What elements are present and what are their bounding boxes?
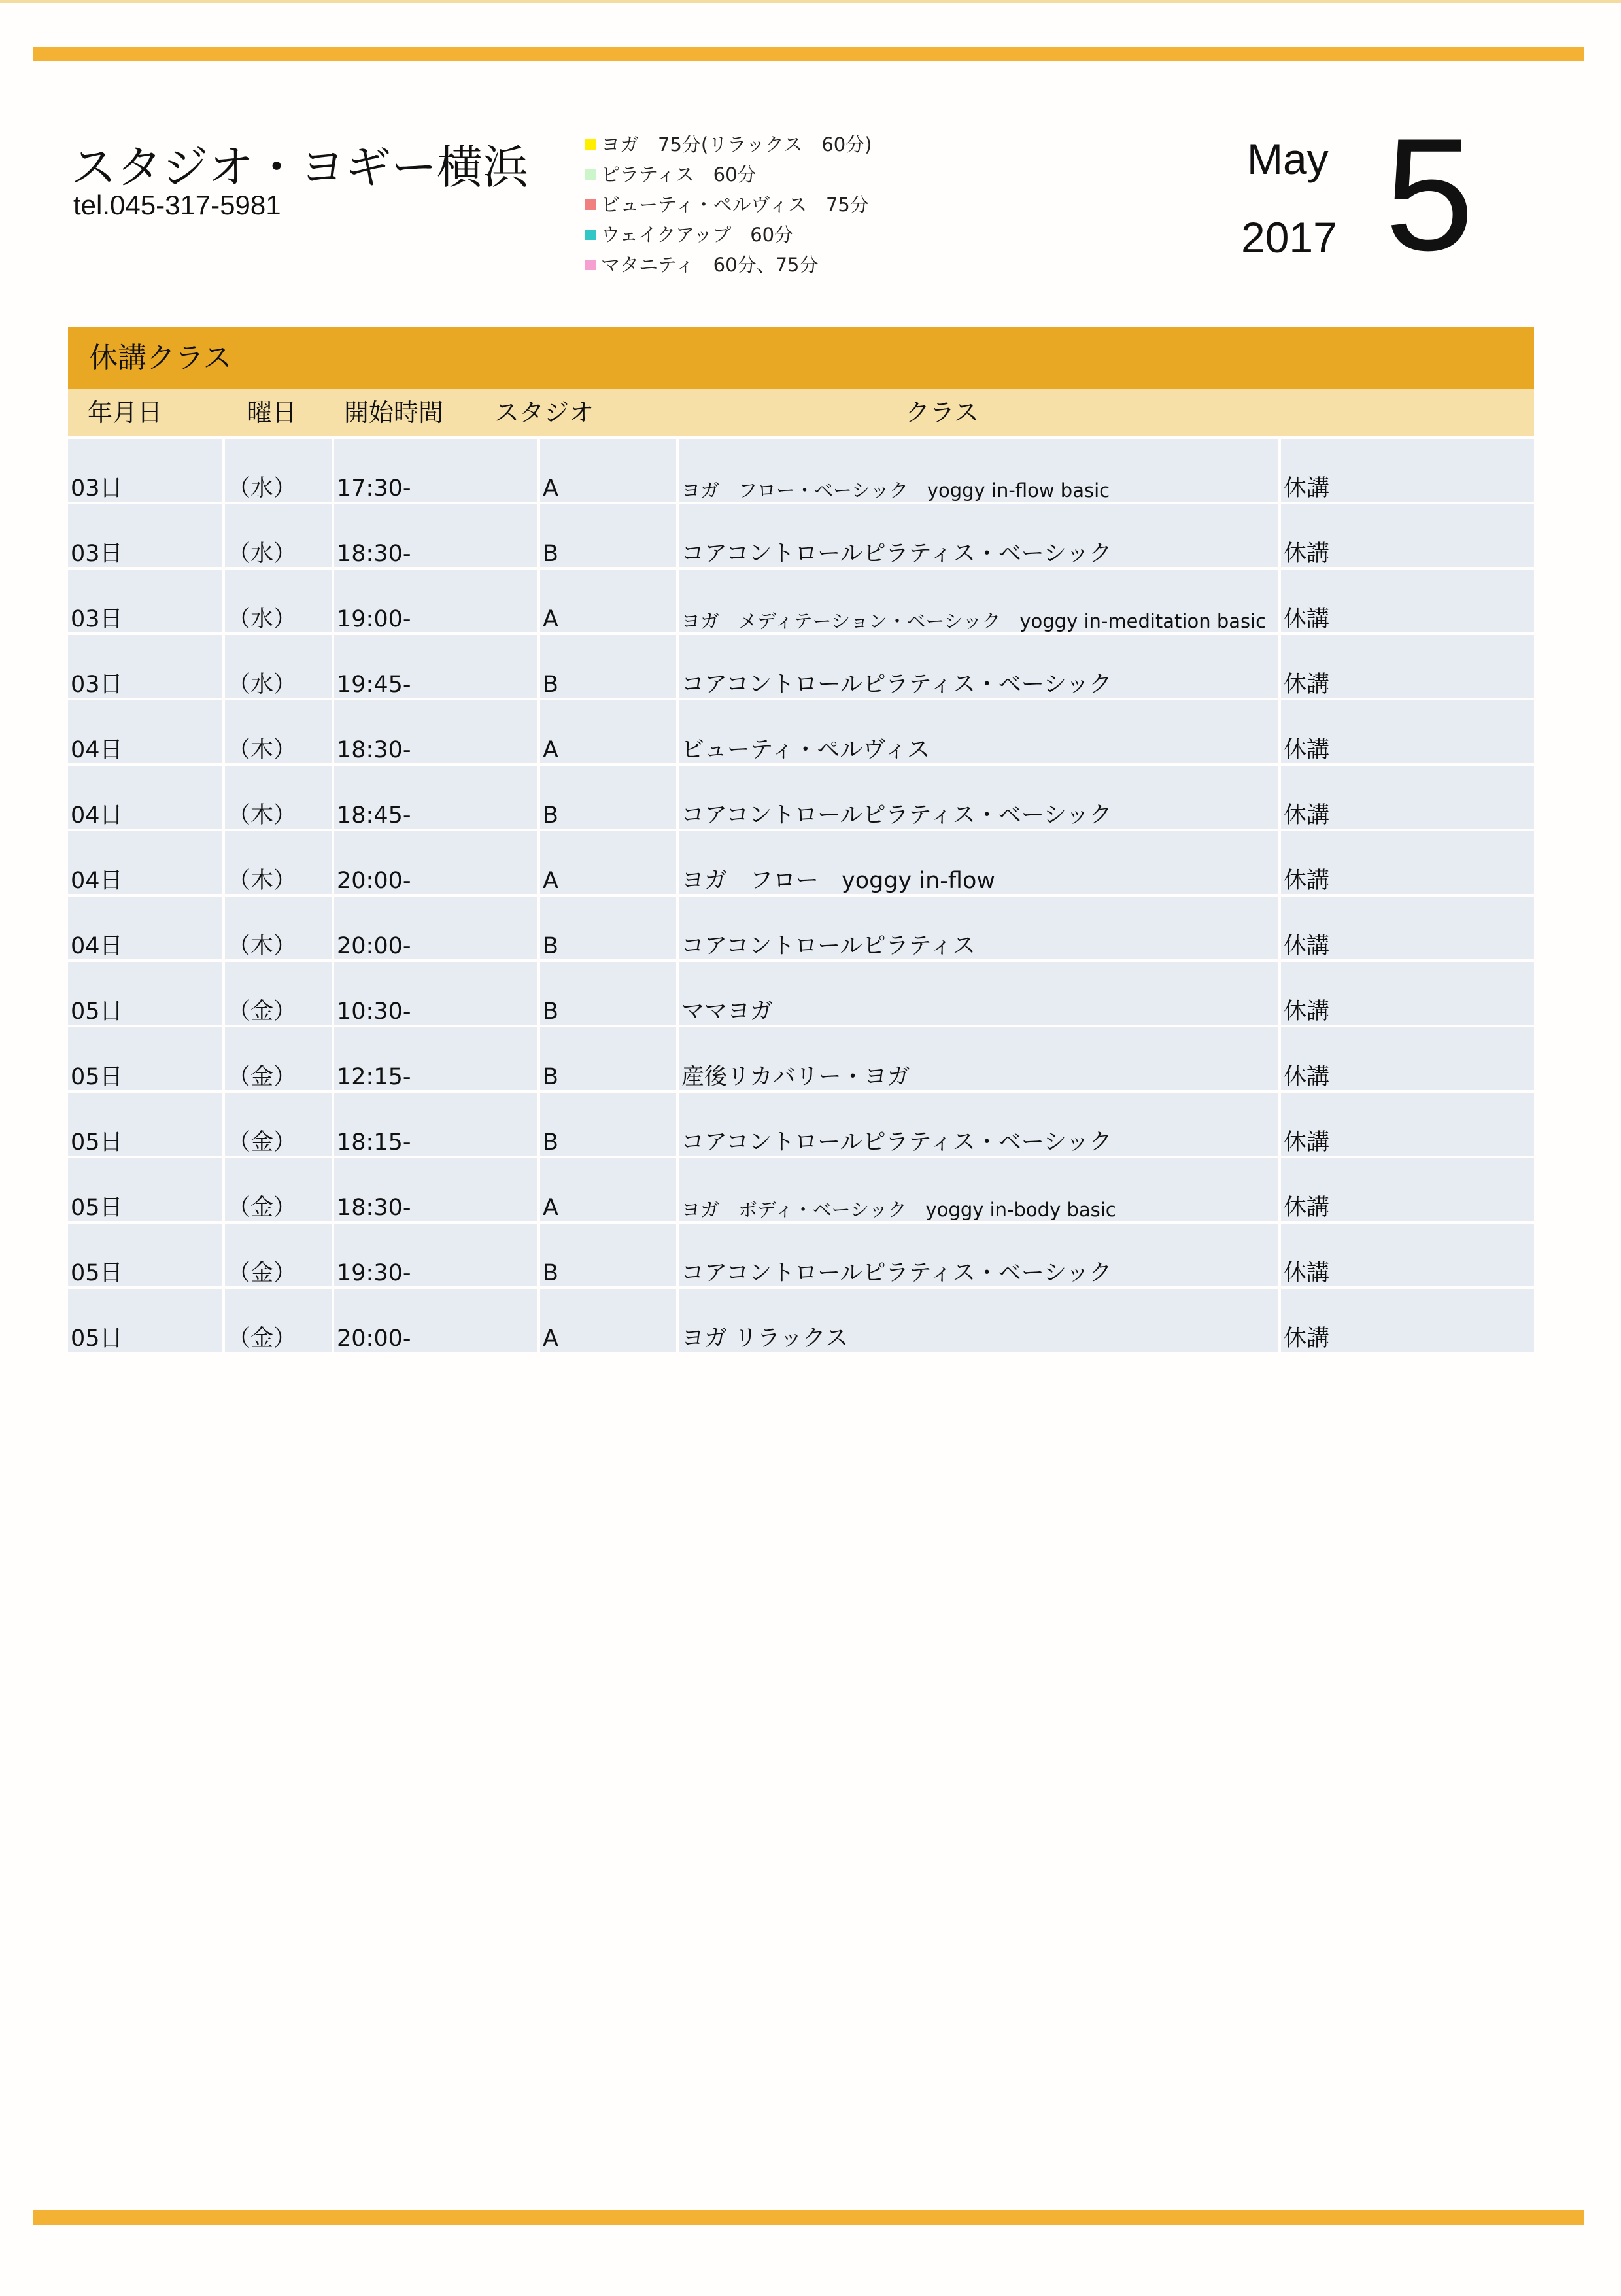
- top-edge-line: [0, 0, 1621, 3]
- cell-day: [225, 570, 332, 632]
- legend-swatch: [585, 139, 596, 150]
- cell-time: [334, 831, 537, 894]
- table-row: [68, 567, 1534, 632]
- cell-studio: [540, 570, 676, 632]
- cell-studio: [540, 897, 676, 959]
- month-name: May: [1247, 135, 1329, 183]
- cell-class: [679, 1027, 1278, 1090]
- cell-day: [225, 635, 332, 698]
- table-row: [68, 1025, 1534, 1090]
- cell-time-text: 20:00-: [337, 868, 411, 894]
- cell-day: [225, 831, 332, 894]
- cell-class-text: ヨガ リラックス: [681, 1326, 849, 1352]
- table-row: [68, 763, 1534, 829]
- cell-studio-text: B: [543, 999, 559, 1025]
- table-column-header: [68, 389, 1534, 436]
- cell-time: [334, 1093, 537, 1156]
- cell-time-text: 10:30-: [337, 999, 411, 1025]
- cell-class: [679, 897, 1278, 959]
- cell-date-text: 04日: [71, 933, 123, 959]
- cell-studio-text: A: [543, 737, 558, 763]
- cell-studio-text: A: [543, 606, 558, 632]
- studio-tel: tel.045-317-5981: [73, 190, 281, 220]
- legend-label: ピラティス 60分: [601, 163, 757, 186]
- cell-class-text: ヨガ メディテーション・ベーシック yoggy in-meditation basic: [681, 610, 1267, 632]
- cell-day-text: （金）: [228, 1195, 297, 1221]
- cell-time: [334, 1158, 537, 1221]
- legend-swatch: [585, 199, 596, 210]
- year: 2017: [1241, 213, 1337, 262]
- cell-day-text: （金）: [228, 1064, 297, 1090]
- cell-class: [679, 1158, 1278, 1221]
- cell-time-text: 12:15-: [337, 1064, 411, 1090]
- cell-class-text: ヨガ ボディ・ベーシック yoggy in-body basic: [681, 1199, 1116, 1221]
- cell-time: [334, 1027, 537, 1090]
- cell-studio: [540, 962, 676, 1025]
- cell-status: [1281, 439, 1534, 502]
- cell-status: [1281, 635, 1534, 698]
- cell-time-text: 19:30-: [337, 1260, 411, 1286]
- cell-date: [68, 1224, 222, 1286]
- cell-status-text: 休講: [1284, 1129, 1330, 1156]
- legend-swatch: [585, 169, 596, 180]
- cell-status-text: 休講: [1284, 1326, 1330, 1352]
- cell-studio: [540, 766, 676, 829]
- cancelled-classes-table: [68, 436, 1534, 1352]
- cell-status-text: 休講: [1284, 541, 1330, 567]
- cell-date: [68, 1027, 222, 1090]
- cell-status: [1281, 897, 1534, 959]
- table-row: [68, 502, 1534, 567]
- cell-time-text: 19:00-: [337, 606, 411, 632]
- cell-date-text: 05日: [71, 1064, 123, 1090]
- cell-studio-text: A: [543, 868, 558, 894]
- cell-class-text: ヨガ フロー yoggy in-flow: [681, 868, 996, 894]
- cell-day-text: （金）: [228, 1326, 297, 1352]
- cell-studio: [540, 1158, 676, 1221]
- cell-status-text: 休講: [1284, 737, 1330, 763]
- cell-day-text: （木）: [228, 933, 297, 959]
- cell-class-text: ヨガ フロー・ベーシック yoggy in-flow basic: [681, 479, 1110, 502]
- legend-label: ヨガ 75分(リラックス 60分): [601, 133, 872, 156]
- cell-time-text: 18:45-: [337, 802, 411, 829]
- cell-studio: [540, 831, 676, 894]
- cell-date: [68, 897, 222, 959]
- table-row: [68, 436, 1534, 502]
- cell-studio: [540, 1027, 676, 1090]
- cell-day: [225, 439, 332, 502]
- cell-day-text: （金）: [228, 999, 297, 1025]
- cell-class: [679, 504, 1278, 567]
- cell-studio: [540, 1224, 676, 1286]
- legend-item-yoga: [585, 129, 872, 160]
- cell-day: [225, 504, 332, 567]
- cell-day: [225, 766, 332, 829]
- cell-studio-text: B: [543, 672, 559, 698]
- cell-studio: [540, 700, 676, 763]
- cell-time: [334, 635, 537, 698]
- col-header-day: 曜日: [247, 398, 298, 427]
- section-title: 休講クラス: [68, 327, 1534, 389]
- cell-time: [334, 570, 537, 632]
- cell-status-text: 休講: [1284, 672, 1330, 698]
- cell-day: [225, 962, 332, 1025]
- cell-date: [68, 1289, 222, 1352]
- class-legend: [585, 129, 872, 280]
- cell-studio: [540, 1289, 676, 1352]
- legend-item-wakeup: [585, 220, 872, 250]
- cell-studio-text: A: [543, 475, 558, 502]
- cell-studio: [540, 504, 676, 567]
- table-row: [68, 698, 1534, 763]
- cell-class-text: コアコントロールピラティス・ベーシック: [681, 541, 1112, 567]
- cell-day: [225, 1158, 332, 1221]
- col-header-date: 年月日: [88, 398, 163, 427]
- cell-time-text: 20:00-: [337, 933, 411, 959]
- cell-status-text: 休講: [1284, 802, 1330, 829]
- cell-day-text: （水）: [228, 475, 297, 502]
- cell-time: [334, 439, 537, 502]
- month-number: 5: [1385, 105, 1475, 284]
- cell-date: [68, 700, 222, 763]
- cell-status: [1281, 504, 1534, 567]
- cell-day: [225, 1224, 332, 1286]
- cell-day-text: （金）: [228, 1260, 297, 1286]
- table-row: [68, 829, 1534, 894]
- cell-studio: [540, 635, 676, 698]
- cell-status-text: 休講: [1284, 606, 1330, 632]
- cell-date-text: 05日: [71, 1195, 123, 1221]
- cell-time-text: 18:30-: [337, 541, 411, 567]
- cell-day: [225, 1027, 332, 1090]
- cell-time-text: 18:15-: [337, 1129, 411, 1156]
- cell-studio-text: A: [543, 1195, 558, 1221]
- cell-date: [68, 504, 222, 567]
- bottom-accent-bar: [33, 2210, 1584, 2225]
- cell-date-text: 03日: [71, 541, 123, 567]
- cell-time-text: 20:00-: [337, 1326, 411, 1352]
- cell-class-text: ビューティ・ペルヴィス: [681, 737, 930, 763]
- cell-date-text: 03日: [71, 606, 123, 632]
- cell-studio-text: B: [543, 541, 559, 567]
- col-header-time: 開始時間: [344, 398, 444, 427]
- cell-status-text: 休講: [1284, 1064, 1330, 1090]
- cell-status: [1281, 1289, 1534, 1352]
- cell-date: [68, 766, 222, 829]
- legend-item-maternity: [585, 250, 872, 280]
- cell-studio-text: B: [543, 1129, 559, 1156]
- cell-time: [334, 897, 537, 959]
- col-header-class: クラス: [905, 398, 979, 427]
- cell-day-text: （金）: [228, 1129, 297, 1156]
- cell-date: [68, 962, 222, 1025]
- cell-class: [679, 635, 1278, 698]
- table-row: [68, 1221, 1534, 1286]
- cell-class-text: 産後リカバリー・ヨガ: [681, 1064, 910, 1090]
- cell-class: [679, 766, 1278, 829]
- cell-status-text: 休講: [1284, 475, 1330, 502]
- cell-class-text: コアコントロールピラティス: [681, 933, 976, 959]
- legend-label: ウェイクアップ 60分: [601, 224, 794, 246]
- cell-date-text: 04日: [71, 868, 123, 894]
- cell-day: [225, 1093, 332, 1156]
- legend-label: マタニティ 60分、75分: [601, 254, 819, 276]
- cell-date-text: 05日: [71, 999, 123, 1025]
- table-row: [68, 1156, 1534, 1221]
- cell-studio-text: B: [543, 1260, 559, 1286]
- cell-class-text: コアコントロールピラティス・ベーシック: [681, 1260, 1112, 1286]
- cell-class: [679, 831, 1278, 894]
- table-row: [68, 1090, 1534, 1156]
- cell-day-text: （水）: [228, 541, 297, 567]
- cell-class-text: コアコントロールピラティス・ベーシック: [681, 672, 1112, 698]
- cell-studio: [540, 1093, 676, 1156]
- cell-status: [1281, 1158, 1534, 1221]
- cell-time: [334, 504, 537, 567]
- legend-label: ビューティ・ペルヴィス 75分: [601, 194, 869, 216]
- cell-time: [334, 766, 537, 829]
- cell-class: [679, 1289, 1278, 1352]
- table-row: [68, 1286, 1534, 1352]
- cell-class: [679, 1093, 1278, 1156]
- cell-studio-text: B: [543, 1064, 559, 1090]
- table-row: [68, 959, 1534, 1025]
- cell-day-text: （水）: [228, 606, 297, 632]
- cell-status: [1281, 700, 1534, 763]
- legend-swatch: [585, 260, 596, 270]
- cell-time-text: 19:45-: [337, 672, 411, 698]
- cell-day-text: （木）: [228, 868, 297, 894]
- cell-status: [1281, 1093, 1534, 1156]
- cell-status-text: 休講: [1284, 1260, 1330, 1286]
- cell-status: [1281, 1224, 1534, 1286]
- cell-date: [68, 439, 222, 502]
- cell-time: [334, 1224, 537, 1286]
- cell-date-text: 04日: [71, 802, 123, 829]
- legend-item-pilates: [585, 160, 872, 190]
- cell-studio-text: A: [543, 1326, 558, 1352]
- cell-date: [68, 1158, 222, 1221]
- cell-day: [225, 897, 332, 959]
- studio-name: スタジオ・ヨギー横浜: [71, 141, 528, 194]
- top-accent-bar: [33, 47, 1584, 61]
- cell-day-text: （水）: [228, 672, 297, 698]
- cell-date: [68, 635, 222, 698]
- cell-class-text: ママヨガ: [681, 999, 774, 1025]
- cell-date: [68, 570, 222, 632]
- cell-studio: [540, 439, 676, 502]
- cell-time-text: 17:30-: [337, 475, 411, 502]
- cell-day: [225, 1289, 332, 1352]
- legend-item-beauty-pelvis: [585, 190, 872, 220]
- cell-studio-text: B: [543, 802, 559, 829]
- cell-status-text: 休講: [1284, 1195, 1330, 1221]
- cell-day-text: （木）: [228, 737, 297, 763]
- cell-class: [679, 1224, 1278, 1286]
- cell-status: [1281, 766, 1534, 829]
- cell-status: [1281, 962, 1534, 1025]
- table-row: [68, 894, 1534, 959]
- cell-studio-text: B: [543, 933, 559, 959]
- cell-date-text: 04日: [71, 737, 123, 763]
- cell-status-text: 休講: [1284, 933, 1330, 959]
- cell-time: [334, 1289, 537, 1352]
- cell-time-text: 18:30-: [337, 737, 411, 763]
- cell-date: [68, 831, 222, 894]
- legend-swatch: [585, 230, 596, 240]
- cell-status: [1281, 831, 1534, 894]
- cell-status: [1281, 1027, 1534, 1090]
- cell-class: [679, 570, 1278, 632]
- cell-class: [679, 700, 1278, 763]
- cell-time-text: 18:30-: [337, 1195, 411, 1221]
- cell-date-text: 03日: [71, 672, 123, 698]
- cell-date-text: 05日: [71, 1326, 123, 1352]
- cell-time: [334, 700, 537, 763]
- cell-status-text: 休講: [1284, 999, 1330, 1025]
- cell-date-text: 05日: [71, 1129, 123, 1156]
- cell-time: [334, 962, 537, 1025]
- cell-status: [1281, 570, 1534, 632]
- col-header-studio: スタジオ: [494, 398, 594, 427]
- cell-status-text: 休講: [1284, 868, 1330, 894]
- cell-date: [68, 1093, 222, 1156]
- cell-class-text: コアコントロールピラティス・ベーシック: [681, 802, 1112, 829]
- cell-class-text: コアコントロールピラティス・ベーシック: [681, 1129, 1112, 1156]
- table-row: [68, 632, 1534, 698]
- cell-date-text: 03日: [71, 475, 123, 502]
- cell-date-text: 05日: [71, 1260, 123, 1286]
- cell-class: [679, 439, 1278, 502]
- cell-class: [679, 962, 1278, 1025]
- cell-day: [225, 700, 332, 763]
- cell-day-text: （木）: [228, 802, 297, 829]
